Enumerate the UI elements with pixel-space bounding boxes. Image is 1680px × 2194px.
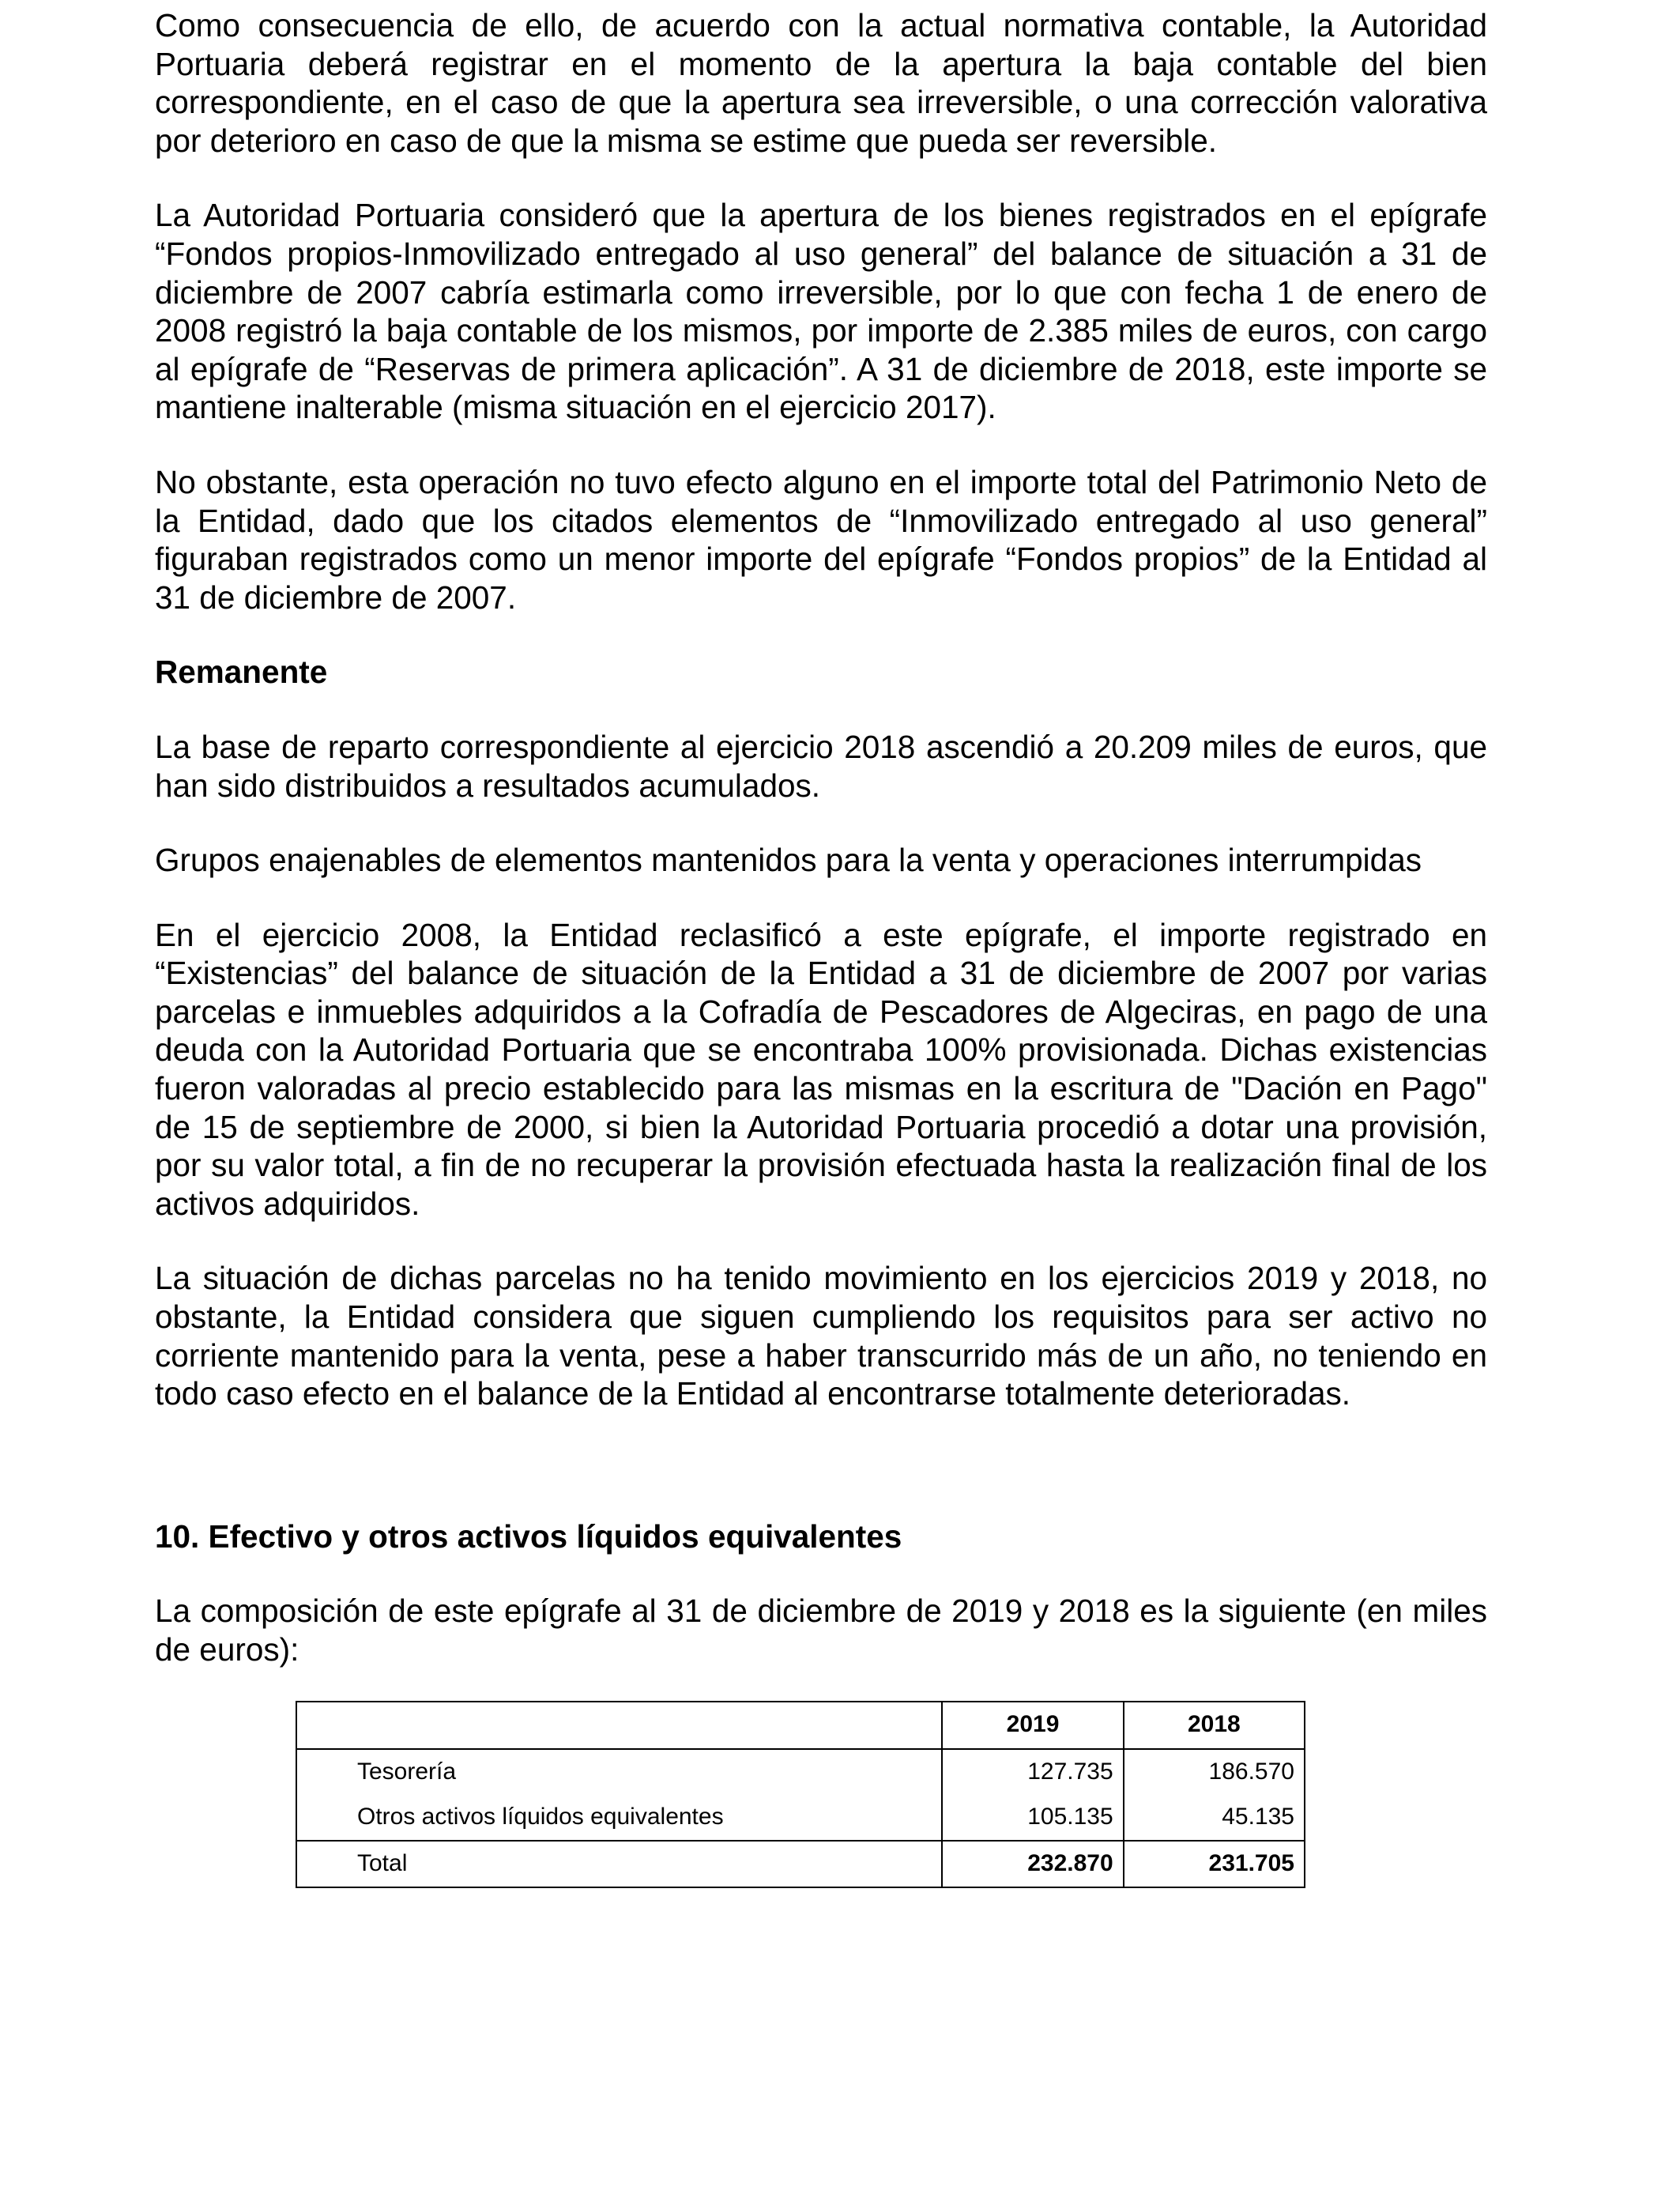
table-row xyxy=(296,1795,1305,1841)
table-cell-label: Otros activos líquidos equivalentes xyxy=(296,1795,942,1841)
heading-remanente: Remanente xyxy=(155,654,328,691)
table-cell-2018: 186.570 xyxy=(1124,1749,1305,1795)
paragraph-baja-contable: La Autoridad Portuaria consideró que la apertura de los bienes registrados en el epígrafe “Fondos propios-Inmovilizado entregado al uso general” del balance de situación a 31 de diciembre de 2007 cabría estimarla como irreversible, por lo que con fecha 1 de enero de 2008 registró la baja contable de los mismos, por importe de 2.385 miles de euros, con cargo al epígrafe de “Reservas de primera aplicación”. A 31 de diciembre de 2018, este importe se mantiene inalterable (misma situación en el ejercicio 2017). xyxy=(155,197,1487,426)
paragraph-grupos-enajenables: Grupos enajenables de elementos mantenidos para la venta y operaciones interrumpidas xyxy=(155,842,1422,879)
efectivo-table xyxy=(296,1701,1305,1888)
table-cell-2019: 105.135 xyxy=(942,1795,1123,1841)
table-total-row xyxy=(296,1841,1305,1887)
paragraph-patrimonio-neto: No obstante, esta operación no tuvo efecto alguno en el importe total del Patrimonio Neto de la Entidad, dado que los citados elementos de “Inmovilizado entregado al uso general” figuraban registrados como un menor importe del epígrafe “Fondos propios” de la Entidad al 31 de diciembre de 2007. xyxy=(155,463,1487,616)
table-total-label: Total xyxy=(296,1841,942,1887)
table-row xyxy=(296,1749,1305,1795)
table-header-cell-label xyxy=(296,1702,942,1749)
paragraph-situacion-parcelas: La situación de dichas parcelas no ha tenido movimiento en los ejercicios 2019 y 2018, no obstante, la Entidad considera que siguen cumpliendo los requisitos para ser activo no corriente mantenido para la venta, pese a haber transcurrido más de un año, no teniendo en todo caso efecto en el balance de la Entidad al encontrarse totalmente deterioradas. xyxy=(155,1260,1487,1412)
document-page xyxy=(155,6,1487,1888)
table-cell-2019: 127.735 xyxy=(942,1749,1123,1795)
efectivo-table-wrapper xyxy=(296,1701,1305,1888)
table-total-2018: 231.705 xyxy=(1124,1841,1305,1887)
table-total-2019: 232.870 xyxy=(942,1841,1123,1887)
heading-section-10: 10. Efectivo y otros activos líquidos equivalentes xyxy=(155,1517,902,1555)
paragraph-reclasificacion: En el ejercicio 2008, la Entidad reclasificó a este epígrafe, el importe registrado en “Existencias” del balance de situación de la Entidad a 31 de diciembre de 2007 por varias parcelas e inmuebles adquiridos a la Cofradía de Pescadores de Algeciras, en pago de una deuda con la Autoridad Portuaria que se encontraba 100% provisionada. Dichas existencias fueron valoradas al precio establecido para las mismas en la escritura de "Dación en Pago" de 15 de septiembre de 2000, si bien la Autoridad Portuaria procedió a dotar una provisión, por su valor total, a fin de no recuperar la provisión efectuada hasta la realización final de los activos adquiridos. xyxy=(155,916,1487,1222)
table-header-cell-2019: 2019 xyxy=(942,1702,1123,1749)
paragraph-correccion-valorativa: Como consecuencia de ello, de acuerdo con la actual normativa contable, la Autoridad Portuaria deberá registrar en el momento de la apertura la baja contable del bien correspondiente, en el caso de que la apertura sea irreversible, o una corrección valorativa por deterioro en caso de que la misma se estime que pueda ser reversible. xyxy=(155,7,1487,159)
paragraph-composicion: La composición de este epígrafe al 31 de diciembre de 2019 y 2018 es la siguiente (en miles de euros): xyxy=(155,1593,1487,1668)
table-cell-2018: 45.135 xyxy=(1124,1795,1305,1841)
table-cell-label: Tesorería xyxy=(296,1749,942,1795)
paragraph-base-reparto: La base de reparto correspondiente al ejercicio 2018 ascendió a 20.209 miles de euros, que han sido distribuidos a resultados acumulados. xyxy=(155,728,1487,804)
table-header-row xyxy=(296,1702,1305,1749)
table-header-cell-2018: 2018 xyxy=(1124,1702,1305,1749)
